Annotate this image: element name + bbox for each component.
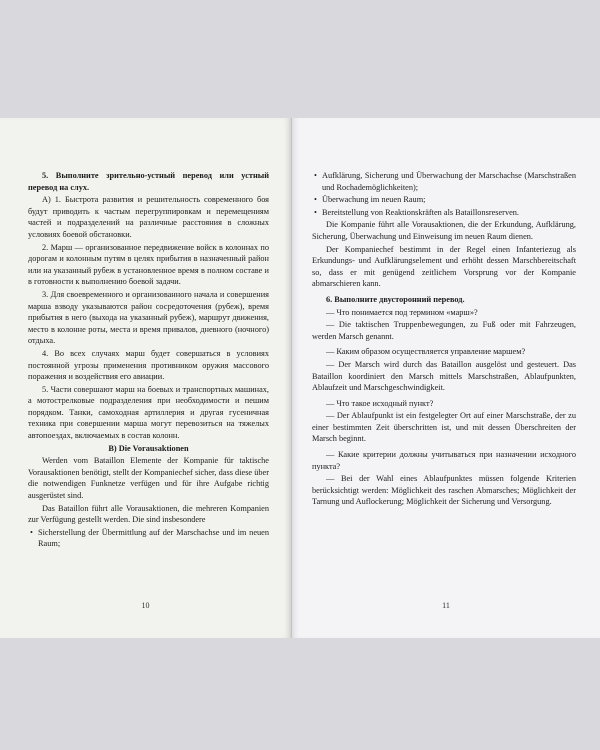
left-bullet-1: • Sicherstellung der Übermittlung auf der Marschachse und im neuen Raum; — [28, 527, 269, 550]
left-page-content — [28, 170, 269, 551]
answer-2: — Der Marsch wird durch das Bataillon ausgelöst und gesteuert. Das Bataillon koordiniert den Marsch mittels Marschstraßen, Ablaufpunkten, Ablaufzeit und Marschgeschwindigkeit. — [312, 359, 576, 393]
paragraph-3: 3. Для своевременного и организованного начала и совершения марша взводу указываются район сосредоточения (рубеж), время прибытия в него (выхода на указанный рубеж), маршрут движения, место в колонне роты, места и время привалов, дневного (ночного) отдыха. — [28, 289, 269, 346]
question-2: — Каким образом осуществляется управление маршем? — [326, 347, 526, 357]
paragraph-5: 5. Части совершают марш на боевых и транспортных машинах, а мотострелковые подразделения при необходимости и пешим порядком. Танки, самоходная артиллерия и другая гусеничная техника при совершении марша могут перевозиться на тяжелых автопоездах, включаемых в состав колонн. — [28, 384, 269, 441]
book-spread — [0, 118, 600, 638]
page-number-right: 11 — [442, 601, 450, 610]
question-1: — Что понимается под термином «марш»? — [326, 307, 478, 317]
subheading-b: В) Die Vorausaktionen — [108, 443, 189, 453]
left-page — [0, 118, 292, 638]
answer-4: — Bei der Wahl eines Ablaufpunktes müssen folgende Kriterien berücksichtigt werden: Möglichkeit des raschen Abmarsches; Möglichkeit der Tarnung und Auflockerung; Möglichkeit der Sicherung und Versorgung. — [312, 474, 576, 507]
right-paragraph-1: Die Kompanie führt alle Vorausaktionen, die der Erkundung, Aufklärung, Sicherung, Überwachung und Einweisung im neuen Raum dienen. — [312, 220, 576, 241]
right-bullet-1: • Aufklärung, Sicherung und Überwachung der Marschachse (Marschstraßen und Rochademöglichkeiten); — [312, 170, 576, 193]
paragraph-b-1: Werden vom Bataillon Elemente der Kompanie für taktische Vorausaktionen benötigt, stellt der Kompaniechef sicher, dass diese über die notwendigen Funknetze verfügen und für ihre Aufgabe richtig ausgerüstet sind. — [28, 456, 269, 501]
question-4: — Какие критерии должны учитываться при назначении исходного пункта? — [312, 450, 576, 471]
paragraph-b-2: Das Bataillon führt alle Vorausaktionen, die mehreren Kompanien zur Verfügung gestellt werden. Die sind insbesondere — [28, 503, 269, 525]
right-page-content — [312, 170, 576, 509]
paragraph-a-1: А) 1. Быстрота развития и решительность современного боя будут приводить к частым перегруппировкам и перемещениям частей и подразделений на различные расстояния в сложных условиях боевой обстановки. — [28, 195, 269, 239]
right-paragraph-2: Der Kompaniechef bestimmt in der Regel einen Infanteriezug als Erkundungs- und Aufklärungselement und erhöht dessen Marschbereitschaft so, dass er mit genügend zeitlichem Vorsprung vor der Kompanie abmarschieren kann. — [312, 244, 576, 289]
right-page — [292, 118, 600, 638]
answer-1: — Die taktischen Truppenbewegungen, zu Fuß oder mit Fahrzeugen, werden Marsch genannt. — [312, 320, 576, 341]
right-bullet-3: • Bereitstellung von Reaktionskräften als Bataillonsreserven. — [312, 207, 576, 219]
paragraph-4: 4. Во всех случаях марш будет совершаться в условиях постоянной угрозы применения противником оружия массового поражения и воздействия его авиации. — [28, 348, 269, 382]
page-number-left: 10 — [141, 601, 150, 610]
right-bullet-2: • Überwachung im neuen Raum; — [312, 194, 576, 206]
exercise-5-heading: 5. Выполните зрительно-устный перевод или устный перевод на слух. — [28, 171, 269, 192]
exercise-6-heading: 6. Выполните двусторонний перевод. — [326, 294, 465, 304]
answer-3: — Der Ablaufpunkt ist ein festgelegter Ort auf einer Marschstraße, der zu einer bestimmten Zeit überschritten ist, und mit dessen Überschreiten der Marsch beginnt. — [312, 411, 576, 444]
paragraph-2: 2. Марш — организованное передвижение войск в колоннах по дорогам и колонным путям в целях прибытия в назначенный район или на указанный рубеж в установленное время в полном составе и в готовности к выполнению боевой задачи. — [28, 242, 269, 287]
question-3: — Что такое исходный пункт? — [326, 398, 434, 408]
